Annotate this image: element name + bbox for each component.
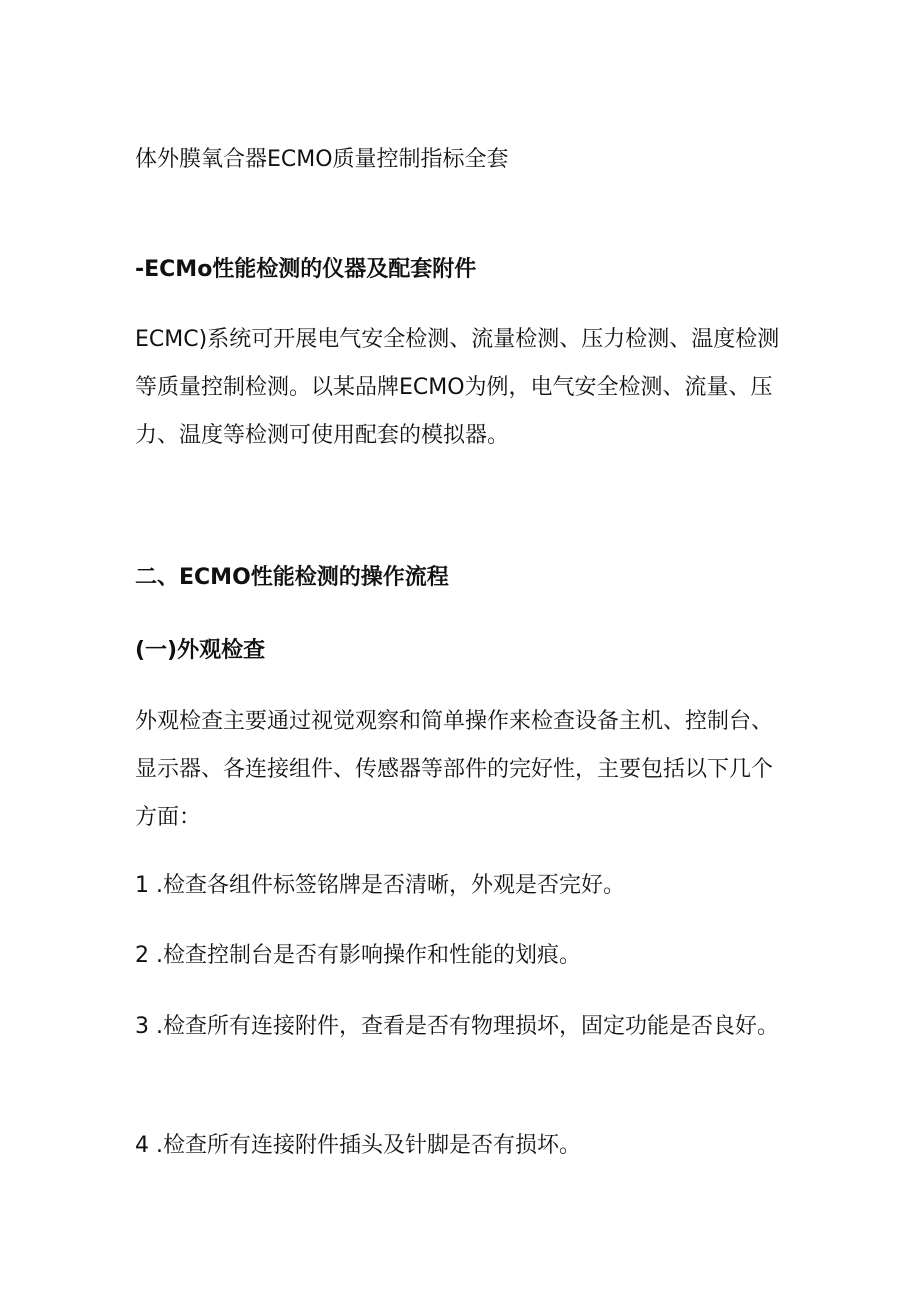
list-item: 1 .检查各组件标签铭牌是否清晰，外观是否完好。 xyxy=(135,873,625,898)
list-item: 2 .检查控制台是否有影响操作和性能的划痕。 xyxy=(135,943,581,968)
section-2-heading: 二、ECMO性能检测的操作流程 xyxy=(135,565,449,590)
subsection-1-heading: (一)外观检查 xyxy=(135,638,266,663)
section-1-heading: -ECMo性能检测的仪器及配套附件 xyxy=(135,257,477,282)
subsection-1-paragraph: 外观检查主要通过视觉观察和简单操作来检查设备主机、控制台、显示器、各连接组件、传感器等部件的完好性，主要包括以下几个方面： xyxy=(135,709,774,830)
list-item: 4 .检查所有连接附件插头及针脚是否有损坏。 xyxy=(135,1133,581,1158)
list-item: 3 .检查所有连接附件，查看是否有物理损坏，固定功能是否良好。 xyxy=(135,1014,779,1039)
document-title: 体外膜氧合器ECMO质量控制指标全套 xyxy=(135,147,509,172)
section-1-paragraph: ECMC)系统可开展电气安全检测、流量检测、压力检测、温度检测等质量控制检测。以某品牌ECMO为例，电气安全检测、流量、压力、温度等检测可使用配套的模拟器。 xyxy=(135,327,780,448)
